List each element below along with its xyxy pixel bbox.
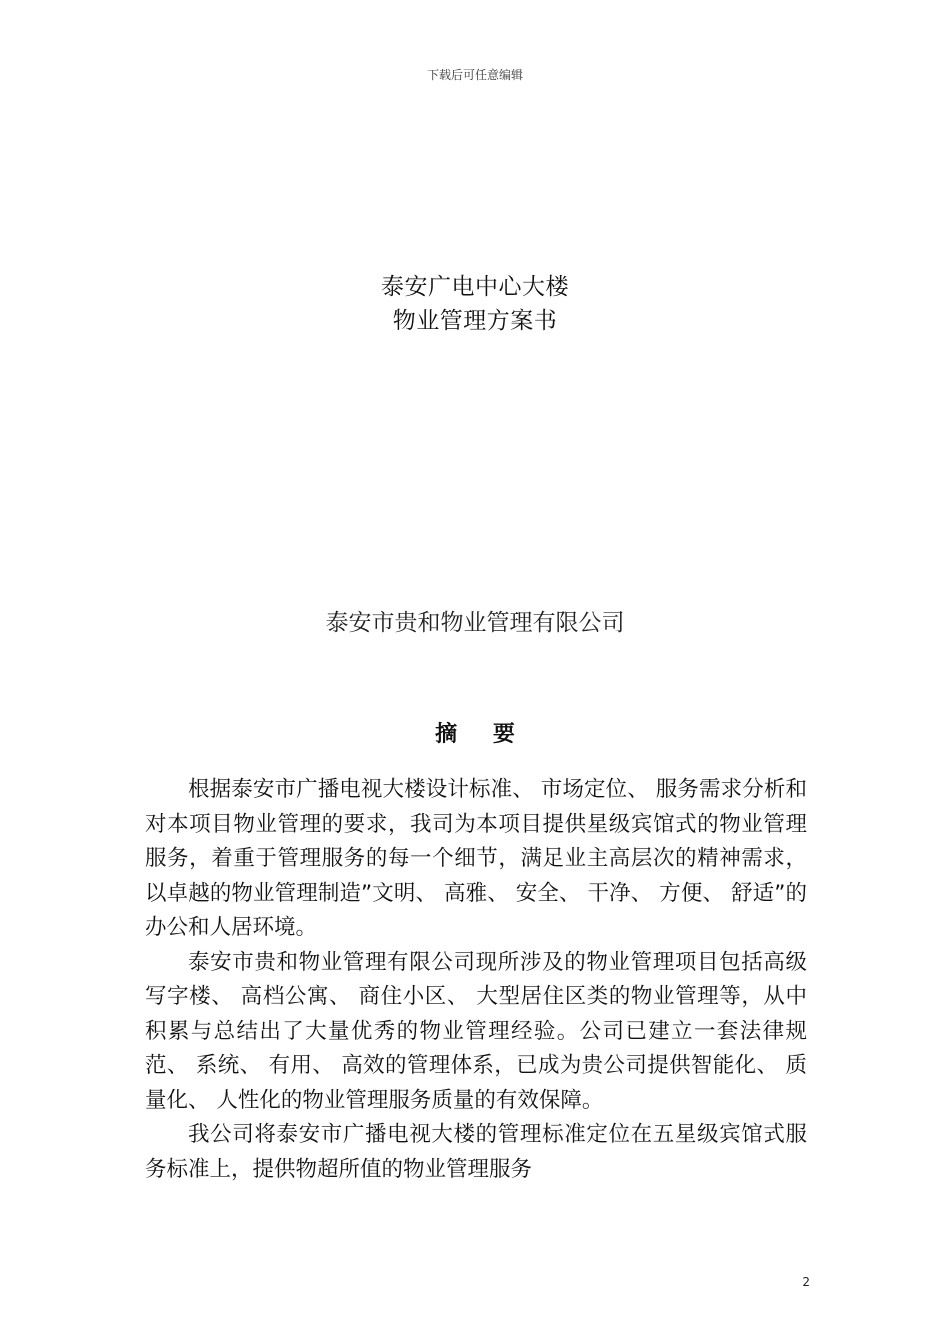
abstract-paragraph-2: 泰安市贵和物业管理有限公司现所涉及的物业管理项目包括高级写字楼、 高档公寓、 商住小区、 大型居住区类的物业管理等，从中积累与总结出了大量优秀的物业管理经验。公司已建立一套法律规范、 系统、 有用、 高效的管理体系，已成为贵公司提供智能化、 质量化、 人性化的物业管理服务质量的有效保障。 (145, 949, 807, 1113)
page-number: 2 (802, 1275, 810, 1289)
abstract-paragraph-1: 根据泰安市广播电视大楼设计标准、 市场定位、 服务需求分析和对本项目物业管理的要求，我司为本项目提供星级宾馆式的物业管理服务，着重于管理服务的每一个细节，满足业主高层次的精神需求，以卓越的物业管理制造”文明、 高雅、 安全、 干净、 方便、 舒适”的办公和人居环境。 (145, 777, 807, 940)
header-note: 下载后可任意编辑 (426, 68, 523, 82)
title-line-2: 物业管理方案书 (392, 308, 558, 334)
abstract-paragraph-3: 我公司将泰安市广播电视大楼的管理标准定位在五星级宾馆式服务标准上，提供物超所值的物业管理服务 (145, 1122, 807, 1182)
abstract-body (145, 773, 807, 1187)
title-line-1: 泰安广电中心大楼 (381, 274, 569, 300)
abstract-heading: 摘 要 (435, 722, 529, 747)
document-title (0, 270, 950, 338)
company-name: 泰安市贵和物业管理有限公司 (325, 610, 625, 636)
